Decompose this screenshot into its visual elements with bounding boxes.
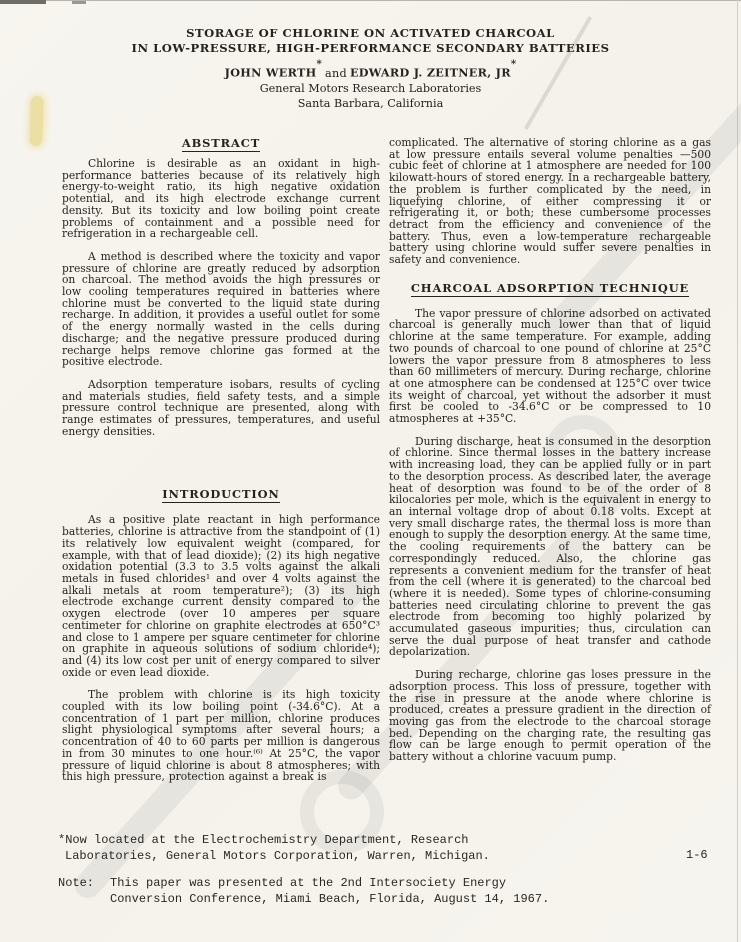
introduction-paragraph: The problem with chlorine is its high toxicity coupled with its low boiling point (-34.6°C). At a concentration of 1 part per million, chlorine produces slight physiological symptoms after several hours; a concentration of 40 to 60 parts per million is dangerous in from 30 minutes to one hour.⁽⁶⁾ At 25°C, the vapor pressure of liquid chlorine is about 8 atmospheres; with this high pressure, protection against a break is [62,688,380,784]
byline-connector: and [325,66,347,80]
author-2: EDWARD J. ZEITNER, JR [349,65,511,80]
author-1: JOHN WERTH [224,65,317,80]
section-paragraph: During discharge, heat is consumed in the desorption of chlorine. Since thermal losses in the battery increase with increasing load, they can be applied fully or in part to the desorption process. As described later, the average heat of desorption was found to be of the order of 8 kilocalories per mole, which is the equivalent in energy to an internal voltage drop of about 0.18 volts. Except at very small discharge rates, the thermal loss is more than enough to supply the desorption energy. At the same time, the cooling requirements of the battery can be correspondingly reduced. Also, the chlorine gas represents a convenient medium for the transfer of heat from the cell (where it is generated) to the charcoal bed (where it is needed). Some types of chlorine-consuming batteries need circulating chlorine to prevent the gas electrode from becoming too highly polarized by accumulated gaseous impurities; thus, circulation can serve the dual purpose of heat transfer and cathode depolarization. [389,434,711,659]
title-block [0,26,741,111]
affiliation: General Motors Research Laboratories [259,81,482,95]
right-column [389,128,711,763]
author-1-footnote-asterisk: * [316,59,323,70]
note-line-1: This paper was presented at the 2nd Intersociety Energy [110,876,507,890]
affiliation-footnote-line-1: *Now located at the Electrochemistry Department, Research [58,833,469,847]
scan-corner-mark [0,0,46,4]
scan-right-edge-line [737,0,738,942]
section-paragraph: During recharge, chlorine gas loses pressure in the adsorption process. This loss of pressure, together with the rise in pressure at the anode where chlorine is produced, creates a pressure gradient in the direction of moving gas from the electrode to the charcoal storage bed. Depending on the charging rate, the resulting gas flow can be large enough to permit operation of the battery without a chlorine vacuum pump. [389,668,711,764]
continuation-paragraph: complicated. The alternative of storing chlorine as a gas at low pressure entails several volume penalties —500 cubic feet of chlorine at 1 atmosphere are needed for 100 kilowatt-hours of stored energy. In a rechargeable battery, the problem is further complicated by the need, in liquefying chlorine, of either compressing it or refrigerating it, or both; these cumbersome processes detract from the efficiency and convenience of the battery. Thus, even a low-temperature rechargeable battery using chlorine would suffer severe penalties in safety and convenience. [389,136,711,267]
section-paragraph: The vapor pressure of chlorine adsorbed on activated charcoal is generally much lower than that of liquid chlorine at the same temperature. For example, adding two pounds of charcoal to one pound of chlorine at 25°C lowers the vapor pressure from 8 atmospheres to less than 60 millimeters of mercury. During recharge, chlorine at one atmosphere can be condensed at 125°C over twice its weight of charcoal, yet without the adsorber it must first be cooled to -34.6°C or be compressed to 10 atmospheres at +35°C. [389,306,711,426]
left-column [62,128,380,783]
abstract-paragraph: Chlorine is desirable as an oxidant in high-performance batteries because of its relatively high energy-to-weight ratio, its high negative oxidation potential, and its high electrode exchange current density. But its toxicity and low boiling point create problems of containment and a possible need for refrigeration in a rechargeable cell. [62,157,380,241]
paper-title-line-2: IN LOW-PRESSURE, HIGH-PERFORMANCE SECONDARY BATTERIES [131,40,610,55]
author-byline [0,59,741,80]
abstract-paragraph: Adsorption temperature isobars, results of cycling and materials studies, field safety tests, and a simple pressure control technique are presented, along with range estimates of pressures, temperatures, and useful energy densities. [62,377,380,438]
charcoal-section-heading: CHARCOAL ADSORPTION TECHNIQUE [410,280,690,295]
footnote-block [58,833,718,907]
abstract-heading: ABSTRACT [181,136,261,150]
note-label: Note: [58,876,95,890]
paper-title-line-1: STORAGE OF CHLORINE ON ACTIVATED CHARCOAL [186,26,555,40]
scan-notch-mark [72,1,86,4]
abstract-paragraph: A method is described where the toxicity and vapor pressure of chlorine are greatly reduced by adsorption on charcoal. The method avoids the high pressures or low cooling temperatures required in batteries where chlorine must be converted to the liquid state during recharge. In addition, it provides a useful outlet for some of the energy normally wasted in the cells during discharge; and the negative pressure produced during recharge helps remove chlorine gas formed at the positive electrode. [62,249,380,369]
introduction-heading: INTRODUCTION [162,487,280,502]
page-number: 1-6 [686,848,708,862]
note-line-2: Conversion Conference, Miami Beach, Florida, August 14, 1967. [110,891,550,906]
presentation-note [58,876,718,907]
scan-edge-line [0,0,741,1]
note-text [110,876,549,907]
affiliation-location: Santa Barbara, California [297,97,444,111]
author-2-footnote-asterisk: * [510,59,517,70]
introduction-paragraph: As a positive plate reactant in high performance batteries, chlorine is attractive from the standpoint of (1) its relatively low equivalent weight (compared, for example, with that of lead dioxide); (2) its high negative oxidation potential (3.3 to 3.5 volts against the alkali metals in fused chlorides¹ and over 4 volts against the alkali metals at room temperature²); (3) its high electrode exchange current density compared to the oxygen electrode (over 10 amperes per square centimeter for chlorine on graphite electrodes at 650°C³ and close to 1 ampere per square centimeter for chlorine on graphite in aqueous solutions of sodium chloride⁴); and (4) its low cost per unit of energy compared to silver oxide or even lead dioxide. [62,513,380,679]
affiliation-footnote-line-2: Laboratories, General Motors Corporation, Warren, Michigan. [65,848,490,863]
